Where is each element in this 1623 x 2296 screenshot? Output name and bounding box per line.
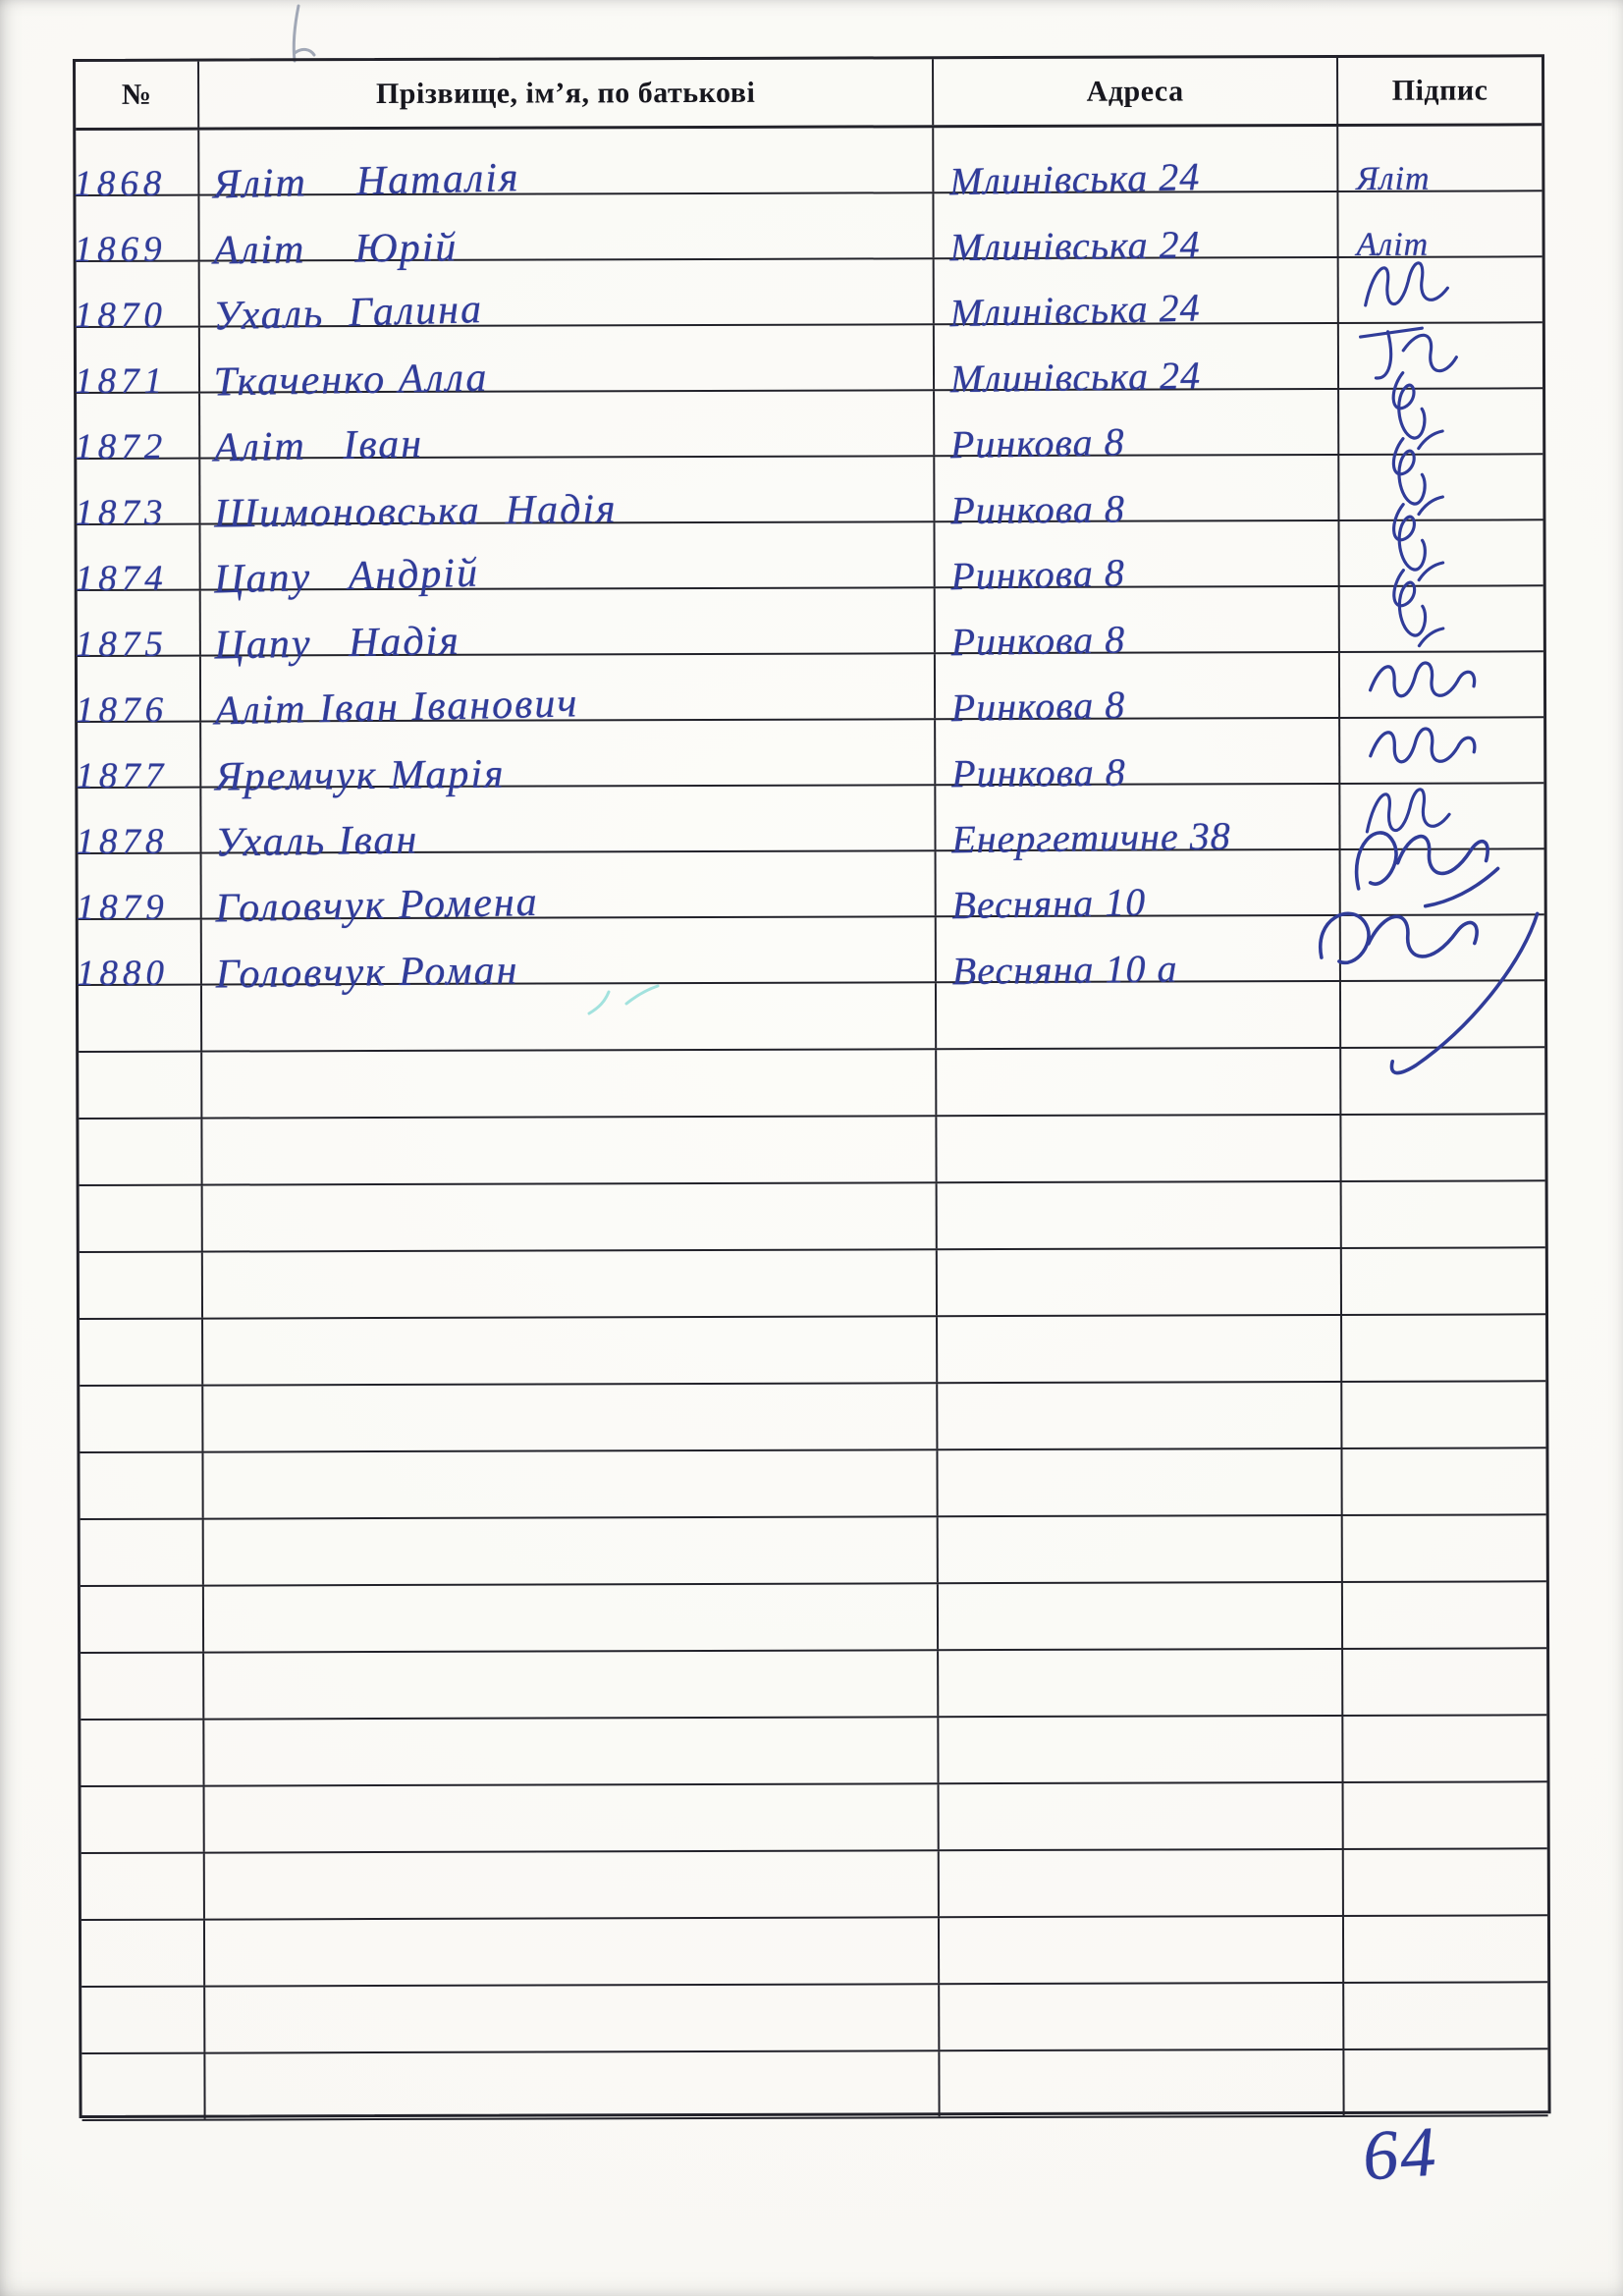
entry-full-name: Ткаченко Алла: [213, 355, 489, 406]
register-entry-row: [75, 586, 1543, 669]
entry-number: 1875: [75, 624, 168, 665]
empty-row: [81, 1582, 1546, 1654]
entry-signature-cell: [1338, 126, 1542, 197]
entry-number: 1869: [74, 229, 167, 270]
entry-number: 1880: [76, 953, 169, 994]
entry-address: Весняна 10: [951, 879, 1147, 928]
empty-row: [81, 2050, 1547, 2121]
empty-row: [80, 1181, 1545, 1253]
empty-row: [80, 1248, 1545, 1320]
signature-scribble: [1306, 900, 1601, 1117]
entry-number: 1870: [74, 295, 167, 336]
entry-full-name: Цапу Надія: [214, 618, 461, 669]
header-full-name: Прізвище, ім’я, по батькові: [199, 59, 934, 127]
entry-address: Ринкова 8: [949, 419, 1125, 467]
empty-row: [81, 1716, 1546, 1787]
entry-full-name: Головчук Ромена: [214, 879, 540, 932]
table-header-row: [76, 57, 1542, 131]
entry-address: Млинівська 24: [948, 285, 1202, 336]
header-signature: Підпис: [1391, 73, 1488, 107]
entry-number: 1874: [75, 558, 168, 599]
header-no: №: [76, 62, 199, 128]
entry-full-name: Шимоновська Надія: [214, 486, 618, 537]
register-entry-row: [75, 520, 1542, 603]
entry-address: Ринкова 8: [950, 486, 1126, 533]
entry-full-name: Яремчук Марія: [214, 751, 506, 800]
entry-address: Млинівська 24: [949, 222, 1201, 270]
header-address: Адреса: [934, 58, 1338, 125]
entry-number: 1872: [75, 426, 168, 467]
register-entry-row: [76, 915, 1544, 998]
empty-row: [81, 1782, 1547, 1854]
empty-row: [79, 1115, 1544, 1186]
entry-address: Млинівська 24: [949, 353, 1202, 402]
entry-address: Ринкова 8: [950, 749, 1126, 796]
register-entry-row: [76, 652, 1543, 735]
register-entry-row: [74, 257, 1542, 340]
entry-number: 1868: [74, 163, 167, 204]
empty-row: [81, 1983, 1547, 2054]
entry-full-name: Яліт Наталія: [212, 155, 521, 208]
entry-full-name: Ухаль Галина: [212, 286, 484, 340]
entry-address: Весняна 10 а: [951, 946, 1178, 994]
entry-number: 1876: [76, 689, 169, 731]
empty-row: [81, 1515, 1546, 1587]
empty-row: [81, 1916, 1547, 1988]
empty-row: [80, 1382, 1545, 1453]
register-entry-row: [76, 718, 1543, 800]
entry-address: Млинівська 24: [948, 154, 1201, 204]
entry-signature-cell: [1341, 915, 1544, 980]
entry-address: Ринкова 8: [949, 550, 1126, 599]
handwritten-page-number: 64: [1360, 2111, 1440, 2196]
signature-register-table: [73, 54, 1551, 2118]
entry-number: 1871: [74, 360, 168, 402]
entry-full-name: Головчук Роман: [215, 948, 519, 998]
register-entry-row: [74, 191, 1542, 274]
signature-handwritten: Аліт: [1356, 226, 1430, 263]
empty-row: [80, 1449, 1545, 1520]
entry-number: 1873: [75, 492, 168, 533]
entry-full-name: Аліт Іван: [213, 421, 424, 471]
register-entry-row: [75, 455, 1542, 537]
empty-row: [81, 1849, 1547, 1921]
entry-address: Ринкова 8: [950, 617, 1126, 665]
table-body: [76, 126, 1547, 2121]
register-entry-row: [74, 126, 1542, 208]
entry-number: 1878: [76, 821, 169, 862]
register-entry-row: [76, 784, 1543, 866]
entry-address: Ринкова 8: [950, 682, 1126, 731]
entry-address: Енергетичне 38: [951, 813, 1232, 862]
register-entry-row: [74, 323, 1542, 406]
register-entry-row: [75, 389, 1542, 471]
entry-full-name: Цапу Андрій: [213, 550, 480, 603]
entry-full-name: Ухаль Іван: [214, 817, 419, 866]
entry-number: 1877: [76, 755, 169, 796]
signature-handwritten: Яліт: [1356, 160, 1431, 197]
entry-number: 1879: [76, 887, 169, 928]
entry-full-name: Аліт Іван Іванович: [214, 681, 579, 735]
empty-row: [80, 1315, 1545, 1387]
empty-row: [81, 1649, 1546, 1721]
entry-full-name: Аліт Юрій: [213, 225, 459, 274]
